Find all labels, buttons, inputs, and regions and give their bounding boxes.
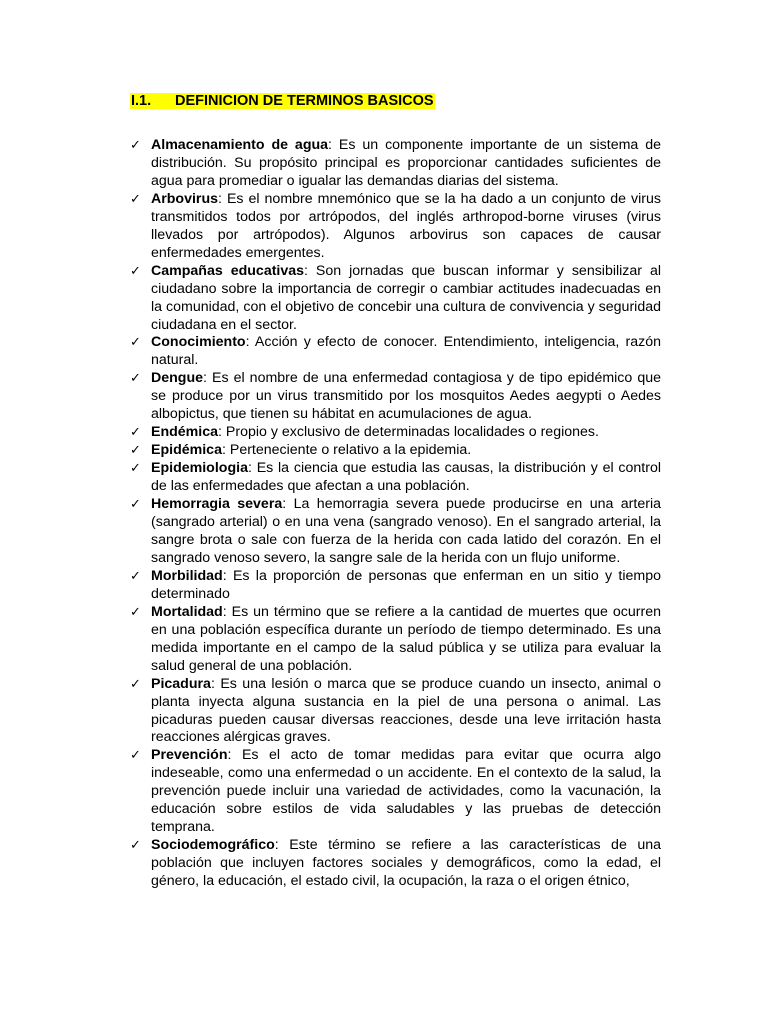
- term-item: [130, 334, 661, 370]
- term-definition: : Perteneciente o relativo a la epidemia.: [221, 442, 472, 459]
- term-definition: : Es el nombre mnemónico que se la ha dado a un conjunto de virus transmitidos todos por artrópodos, del inglés arthropod-borne viruses (virus llevados por artrópodos). Algunos arbovirus son capaces de causar enfermedades emergentes.: [151, 190, 661, 261]
- term-definition: : Es una lesión o marca que se produce cuando un insecto, animal o planta inyecta alguna sustancia en la piel de una persona o animal. Las picaduras pueden causar diversas reacciones, desde una leve irritación hasta reacciones alérgicas graves.: [151, 675, 661, 746]
- term-item: [130, 568, 661, 604]
- term-item: [130, 137, 661, 191]
- check-mark-icon: ✓: [130, 263, 141, 279]
- term-item: [130, 191, 661, 263]
- term-name: Endémica: [151, 424, 219, 441]
- term-name: Epidemiologia: [151, 460, 248, 477]
- check-mark-icon: ✓: [130, 676, 141, 692]
- term-definition: : Propio y exclusivo de determinadas localidades o regiones.: [218, 424, 599, 441]
- term-name: Mortalidad: [151, 603, 223, 620]
- section-title: DEFINICION DE TERMINOS BASICOS: [175, 93, 434, 109]
- term-definition: : Es un término que se refiere a la cantidad de muertes que ocurren en una población específica durante un período de tiempo determinado. Es una medida importante en el campo de la salud pública y se utiliza para evaluar la salud general de una población.: [151, 603, 661, 674]
- term-definition: : Es el acto de tomar medidas para evitar que ocurra algo indeseable, como una enfermedad o un accidente. En el contexto de la salud, la prevención puede incluir una variedad de actividades, como la vacunación, la educación sobre estilos de vida saludables y las pruebas de detección temprana.: [151, 747, 661, 836]
- check-mark-icon: ✓: [130, 191, 141, 207]
- term-definition: : Es un componente importante de un sistema de distribución. Su propósito principal es proporcionar cantidades suficientes de agua para promediar o igualar las demandas diarias del sistema.: [151, 137, 661, 189]
- term-name: Almacenamiento de agua: [151, 137, 329, 153]
- term-item: [130, 263, 661, 335]
- term-definition: : Acción y efecto de conocer. Entendimiento, inteligencia, razón natural.: [151, 334, 661, 369]
- check-mark-icon: ✓: [130, 604, 141, 620]
- term-item: [130, 442, 661, 460]
- term-name: Picadura: [151, 675, 211, 692]
- check-mark-icon: ✓: [130, 461, 141, 477]
- term-name: Arbovirus: [151, 190, 219, 207]
- term-item: [130, 837, 661, 891]
- term-definition: : Es el nombre de una enfermedad contagiosa y de tipo epidémico que se produce por un virus transmitido por los mosquitos Aedes aegypti o Aedes albopictus, que tienen su hábitat en acumulaciones de agua.: [151, 370, 661, 423]
- check-mark-icon: ✓: [130, 425, 141, 441]
- term-item: [130, 604, 661, 676]
- term-item: [130, 496, 661, 568]
- term-item: [130, 676, 661, 748]
- term-name: Prevención: [151, 747, 228, 764]
- check-mark-icon: ✓: [130, 838, 141, 854]
- term-definition: : Este término se refiere a las características de una población que incluyen factores sociales y demográficos, como la edad, el género, la educación, el estado civil, la ocupación, la raza o el origen étnico,: [151, 837, 661, 890]
- check-mark-icon: ✓: [130, 443, 141, 459]
- term-name: Conocimiento: [151, 334, 246, 351]
- term-item: [130, 424, 661, 442]
- check-mark-icon: ✓: [130, 138, 141, 153]
- term-definition: : Es la proporción de personas que enferman en un sitio y tiempo determinado: [151, 567, 661, 602]
- term-name: Epidémica: [151, 442, 222, 459]
- term-name: Sociodemográfico: [151, 837, 275, 854]
- term-definition: : Son jornadas que buscan informar y sensibilizar al ciudadano sobre la importancia de corregir o cambiar actitudes inadecuadas en la comunidad, con el objetivo de concebir una cultura de convivencia y seguridad ciudadana en el sector.: [151, 262, 661, 333]
- term-definition: : Es la ciencia que estudia las causas, la distribución y el control de las enfermedades que afectan a una población.: [151, 460, 661, 495]
- term-list: [130, 137, 661, 891]
- term-item: [130, 370, 661, 424]
- term-item: [130, 460, 661, 496]
- term-name: Morbilidad: [151, 567, 223, 584]
- check-mark-icon: ✓: [130, 748, 141, 764]
- term-item: [130, 747, 661, 837]
- section-number: I.1.: [131, 93, 152, 109]
- section-heading: [130, 92, 435, 110]
- term-definition: : La hemorragia severa puede producirse en una arteria (sangrado arterial) o en una vena (sangrado venoso). En el sangrado arterial, la sangre brota o sale con fuerza de la herida con cada latido del corazón. En el sangrado venoso severo, la sangre sale de la herida con un flujo uniforme.: [151, 496, 662, 566]
- check-mark-icon: ✓: [130, 371, 141, 387]
- term-name: Dengue: [151, 370, 204, 387]
- section-heading-highlight: [130, 93, 435, 109]
- check-mark-icon: ✓: [130, 497, 141, 513]
- term-name: Hemorragia severa: [151, 496, 283, 513]
- check-mark-icon: ✓: [130, 568, 141, 584]
- check-mark-icon: ✓: [130, 335, 141, 351]
- term-name: Campañas educativas: [151, 262, 305, 279]
